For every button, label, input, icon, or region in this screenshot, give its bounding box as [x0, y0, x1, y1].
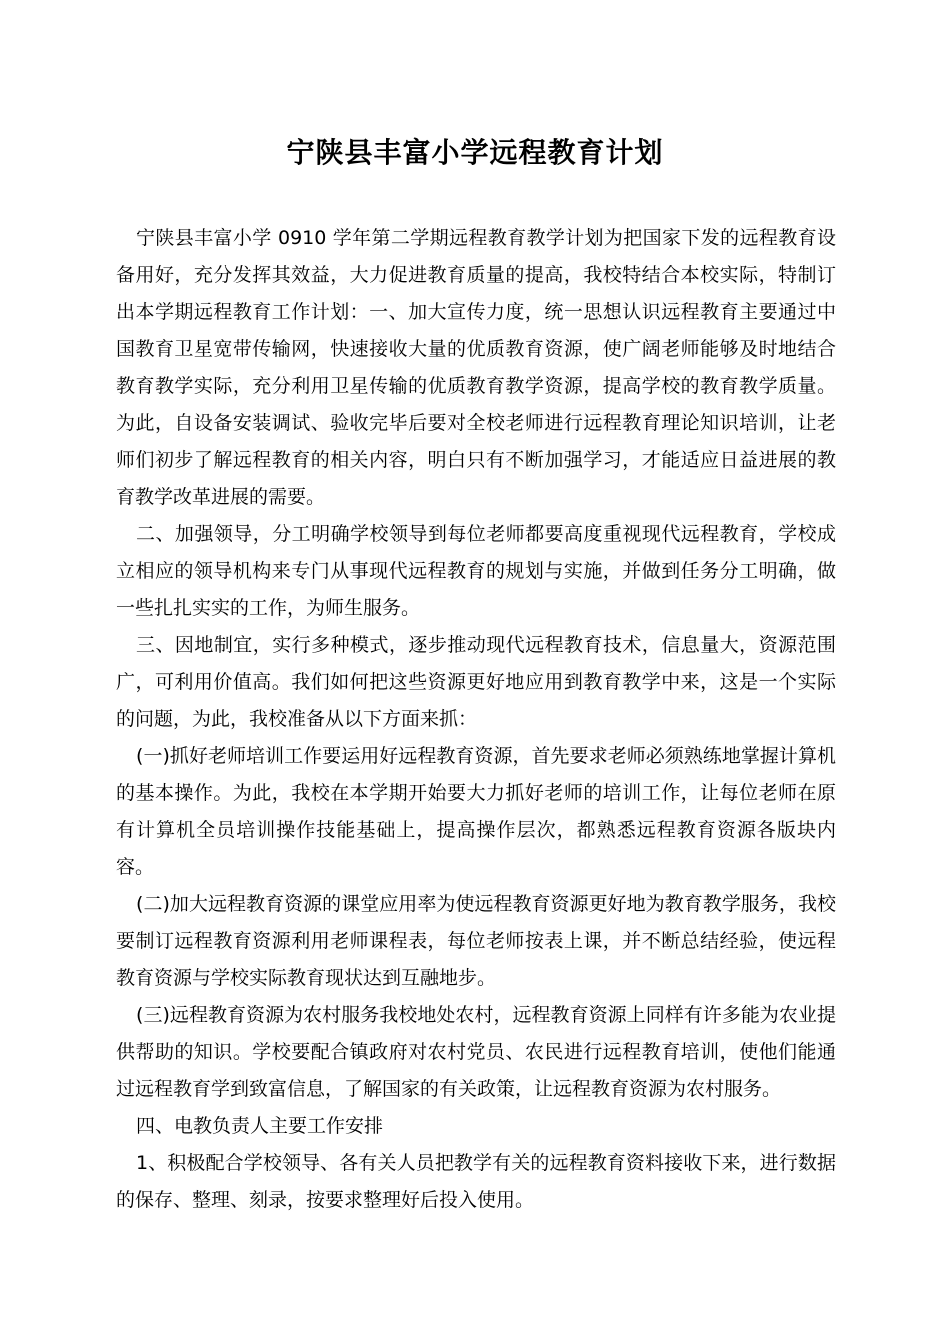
paragraph-classroom-usage: (二)加大远程教育资源的课堂应用率为使远程教育资源更好地为教育教学服务，我校要制订远程教育资源利用老师课程表，每位老师按表上课，并不断总结经验，使远程教育资源与学校实际教育现状达到互融地步。: [116, 893, 836, 989]
paragraph-local-conditions: 三、因地制宜，实行多种模式，逐步推动现代远程教育技术，信息量大，资源范围广，可利用价值高。我们如何把这些资源更好地应用到教育教学中来，这是一个实际的问题，为此，我校准备从以下方面来抓：: [116, 634, 836, 730]
document-title: 宁陕县丰富小学远程教育计划: [286, 136, 664, 169]
paragraph-intro: 宁陕县丰富小学 0910 学年第二学期远程教育教学计划为把国家下发的远程教育设备用好，充分发挥其效益，大力促进教育质量的提高，我校特结合本校实际，特制订出本学期远程教育工作计划：一、加大宣传力度，统一思想认识远程教育主要通过中国教育卫星宽带传输网，快速接收大量的优质教育资源，使广阔老师能够及时地结合教育教学实际，充分利用卫星传输的优质教育教学资源，提高学校的教育教学质量。为此，自设备安装调试、验收完毕后要对全校老师进行远程教育理论知识培训，让老师们初步了解远程教育的相关内容，明白只有不断加强学习，才能适应日益进展的教育教学改革进展的需要。: [116, 227, 836, 508]
paragraph-rural-service: (三)远程教育资源为农村服务我校地处农村，远程教育资源上同样有许多能为农业提供帮助的知识。学校要配合镇政府对农村党员、农民进行远程教育培训，使他们能通过远程教育学到致富信息，了解国家的有关政策，让远程教育资源为农村服务。: [116, 1004, 836, 1100]
paragraph-section-heading: 四、电教负责人主要工作安排: [136, 1115, 384, 1137]
document-body: [116, 220, 836, 1219]
paragraph-teacher-training: (一)抓好老师培训工作要运用好远程教育资源，首先要求老师必须熟练地掌握计算机的基本操作。为此，我校在本学期开始要大力抓好老师的培训工作，让每位老师在原有计算机全员培训操作技能基础上，提高操作层次，都熟悉远程教育资源各版块内容。: [116, 745, 836, 878]
paragraph-leadership: 二、加强领导，分工明确学校领导到每位老师都要高度重视现代远程教育，学校成立相应的领导机构来专门从事现代远程教育的规划与实施，并做到任务分工明确，做一些扎扎实实的工作，为师生服务。: [116, 523, 836, 619]
paragraph-task-one: 1、积极配合学校领导、各有关人员把教学有关的远程教育资料接收下来，进行数据的保存、整理、刻录，按要求整理好后投入使用。: [116, 1152, 836, 1211]
